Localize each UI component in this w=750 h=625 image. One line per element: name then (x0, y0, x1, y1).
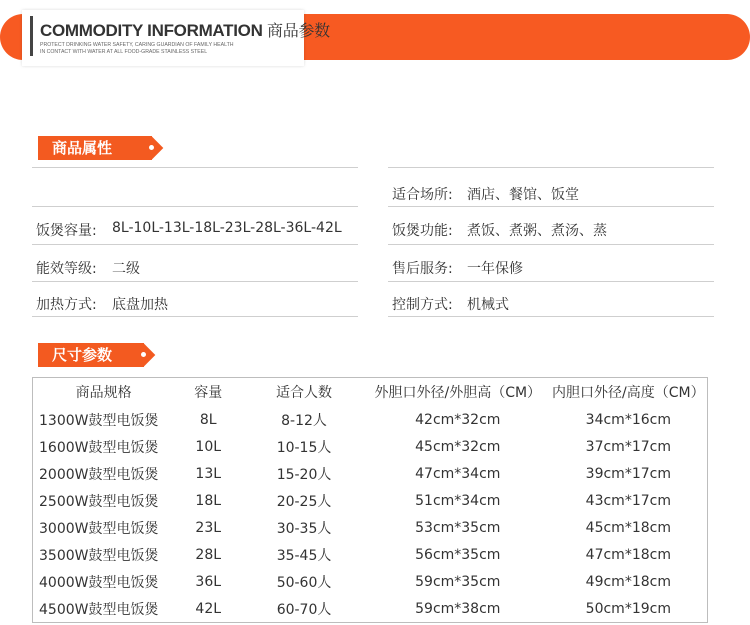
page-title-en: COMMODITY INFORMATION (40, 21, 263, 40)
header-accent-mark (30, 16, 33, 56)
column-header-inner: 内胆口外径/高度（CM） (552, 385, 705, 401)
cell-inner: 47cm*18cm (585, 546, 671, 563)
cell-capacity: 42L (195, 600, 222, 617)
cell-capacity: 10L (195, 438, 222, 455)
cell-outer: 59cm*38cm (415, 600, 501, 617)
cell-outer: 45cm*32cm (415, 438, 501, 455)
cell-persons: 15-20人 (276, 466, 332, 483)
attr-value-control: 机械式 (467, 297, 509, 313)
attr-value-energy: 二级 (112, 261, 140, 277)
cell-inner: 45cm*18cm (585, 519, 671, 536)
cell-spec: 1600W鼓型电饭煲 (39, 439, 159, 456)
cell-inner: 50cm*19cm (585, 600, 671, 617)
page-subtitle (40, 42, 234, 56)
attr-label-function: 饭煲功能: (392, 223, 453, 239)
table-row (33, 406, 708, 433)
cell-spec: 2500W鼓型电饭煲 (39, 493, 159, 510)
cell-outer: 51cm*34cm (415, 492, 501, 509)
divider (32, 167, 358, 168)
page-title-cn: 商品参数 (267, 21, 330, 40)
attr-label-venue: 适合场所: (392, 187, 453, 203)
attr-value-venue: 酒店、餐馆、饭堂 (467, 187, 579, 203)
column-header-spec: 商品规格 (75, 385, 132, 401)
divider (32, 281, 358, 282)
tag-dot-icon (141, 352, 146, 357)
divider (388, 316, 714, 317)
column-header-outer: 外胆口外径/外胆高（CM） (374, 385, 542, 401)
attr-value-function: 煮饭、煮粥、煮汤、蒸 (467, 223, 607, 239)
divider (32, 206, 358, 207)
cell-outer: 47cm*34cm (415, 465, 501, 482)
divider (388, 206, 714, 207)
divider (32, 316, 358, 317)
size-table (32, 377, 708, 623)
cell-capacity: 18L (195, 492, 222, 509)
cell-persons: 20-25人 (276, 493, 332, 510)
table-header-row (33, 378, 708, 407)
table-row (33, 487, 708, 514)
cell-spec: 3000W鼓型电饭煲 (39, 520, 159, 537)
cell-persons: 50-60人 (276, 574, 332, 591)
table-row (33, 460, 708, 487)
attr-label-heating: 加热方式: (36, 297, 97, 313)
divider (388, 167, 714, 168)
table-row (33, 514, 708, 541)
cell-capacity: 8L (199, 411, 217, 428)
cell-inner: 39cm*17cm (585, 465, 671, 482)
attr-value-heating: 底盘加热 (112, 297, 168, 313)
attr-value-service: 一年保修 (467, 261, 523, 277)
cell-persons: 35-45人 (276, 547, 332, 564)
divider (388, 281, 714, 282)
cell-spec: 4500W鼓型电饭煲 (39, 601, 159, 618)
cell-persons: 60-70人 (276, 601, 332, 618)
cell-spec: 2000W鼓型电饭煲 (39, 466, 159, 483)
cell-spec: 1300W鼓型电饭煲 (39, 412, 159, 429)
table-row (33, 595, 708, 623)
divider (32, 244, 358, 245)
attributes-heading: 商品属性 (52, 139, 113, 157)
cell-spec: 3500W鼓型电饭煲 (39, 547, 159, 564)
attr-label-service: 售后服务: (392, 261, 453, 277)
cell-outer: 59cm*35cm (415, 573, 501, 590)
page-subtitle-line2: IN CONTACT WITH WATER AT ALL FOOD-GRADE STAINLESS STEEL (40, 49, 208, 55)
divider (388, 244, 714, 245)
cell-capacity: 23L (195, 519, 222, 536)
header-title-box (22, 10, 330, 66)
cell-spec: 4000W鼓型电饭煲 (39, 574, 159, 591)
cell-outer: 42cm*32cm (415, 411, 501, 428)
attr-label-control: 控制方式: (392, 297, 453, 313)
sizes-heading-tag (38, 343, 144, 367)
cell-outer: 56cm*35cm (415, 546, 501, 563)
cell-persons: 8-12人 (281, 412, 327, 429)
table-row (33, 568, 708, 595)
cell-capacity: 13L (195, 465, 222, 482)
cell-persons: 30-35人 (276, 520, 332, 537)
attr-label-energy: 能效等级: (36, 261, 97, 277)
cell-persons: 10-15人 (276, 439, 332, 456)
attr-label-capacity: 饭煲容量: (36, 223, 97, 239)
cell-inner: 34cm*16cm (585, 411, 671, 428)
attr-value-capacity: 8L-10L-13L-18L-23L-28L-36L-42L (112, 220, 342, 236)
cell-capacity: 36L (195, 573, 222, 590)
column-header-persons: 适合人数 (276, 385, 333, 401)
table-row (33, 541, 708, 568)
cell-inner: 43cm*17cm (585, 492, 671, 509)
attributes-heading-tag (38, 136, 152, 160)
page-title (40, 18, 330, 41)
cell-capacity: 28L (195, 546, 222, 563)
tag-dot-icon (149, 145, 154, 150)
cell-outer: 53cm*35cm (415, 519, 501, 536)
column-header-capacity: 容量 (194, 385, 223, 401)
table-row (33, 433, 708, 460)
cell-inner: 37cm*17cm (585, 438, 671, 455)
sizes-heading: 尺寸参数 (52, 346, 113, 364)
page-subtitle-line1: PROTECT DRINKING WATER SAFETY, CARING GUARDIAN OF FAMILY HEALTH (40, 42, 234, 48)
cell-inner: 49cm*18cm (585, 573, 671, 590)
